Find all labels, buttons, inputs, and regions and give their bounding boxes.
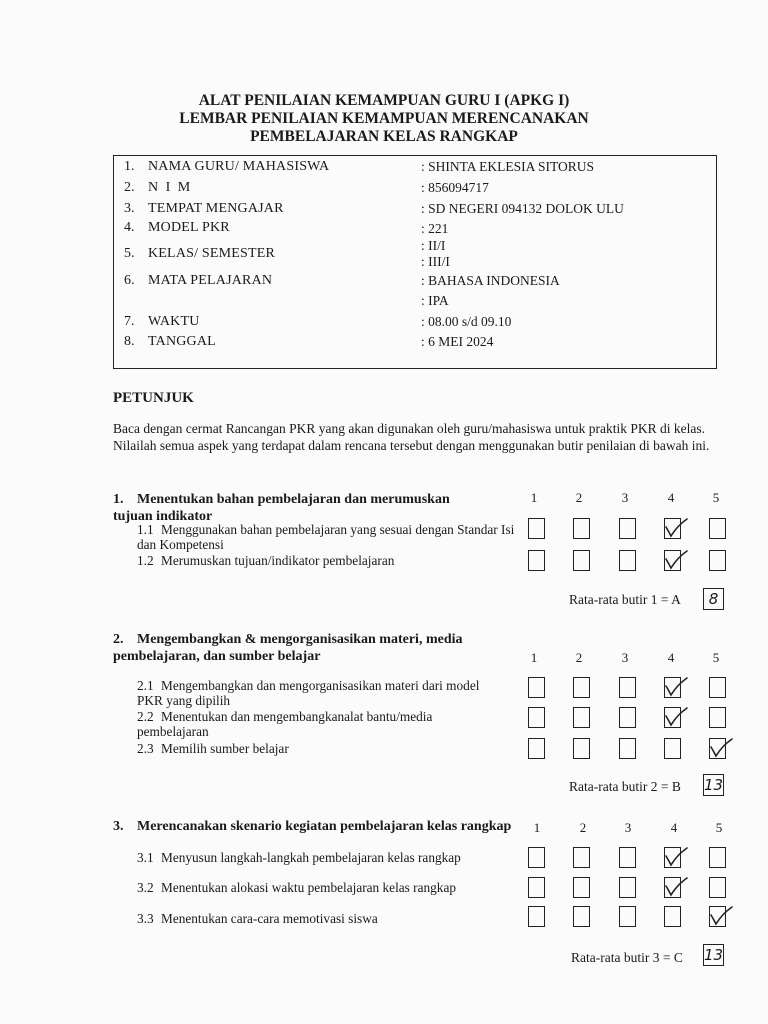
scale-label: 2 <box>575 650 583 665</box>
rating-checkbox[interactable] <box>528 518 545 539</box>
form-title-line-1: ALAT PENILAIAN KEMAMPUAN GURU I (APKG I) <box>198 92 570 109</box>
rating-checkbox[interactable] <box>619 847 636 868</box>
section-2-title: 2. Mengembangkan & mengorganisasikan materi, media pembelajaran, dan sumber belajar <box>113 632 463 664</box>
rating-checkbox[interactable] <box>709 877 726 898</box>
rating-checkbox[interactable] <box>709 738 726 759</box>
rating-checkbox[interactable] <box>664 550 681 571</box>
average-score-box <box>703 944 724 966</box>
rating-checkbox[interactable] <box>709 518 726 539</box>
checkmark-icon <box>708 735 732 761</box>
rating-checkbox[interactable] <box>528 877 545 898</box>
identity-value: : 6 MEI 2024 <box>421 334 494 349</box>
average-score: 13 <box>704 776 724 794</box>
scale-label: 5 <box>715 820 723 835</box>
petunjuk-text: Baca dengan cermat Rancangan PKR yang akan digunakan oleh guru/mahasiswa untuk praktik PKR di kelas. Nilailah semua aspek yang terdapat dalam rencana tersebut dengan menggunakan butir penilaian di bawah ini. <box>113 421 710 453</box>
criteria-item: 2.2 Menentukan dan mengembangkanalat bantu/media pembelajaran <box>137 709 433 739</box>
average-score: 8 <box>708 590 719 608</box>
rating-checkbox[interactable] <box>664 906 681 927</box>
rating-checkbox[interactable] <box>573 518 590 539</box>
rating-checkbox[interactable] <box>619 677 636 698</box>
rating-checkbox[interactable] <box>664 677 681 698</box>
scale-label: 5 <box>712 650 720 665</box>
average-label: Rata-rata butir 1 = A <box>569 592 681 607</box>
rating-checkbox[interactable] <box>573 906 590 927</box>
checkmark-icon <box>663 515 687 541</box>
rating-checkbox[interactable] <box>709 707 726 728</box>
identity-value: : 856094717 <box>421 180 489 195</box>
identity-value: : III/I <box>421 254 450 269</box>
rating-checkbox[interactable] <box>664 877 681 898</box>
rating-checkbox[interactable] <box>528 550 545 571</box>
criteria-item: 3.1 Menyusun langkah-langkah pembelajaran kelas rangkap <box>137 850 461 865</box>
average-score: 13 <box>704 946 724 964</box>
rating-checkbox[interactable] <box>664 518 681 539</box>
rating-checkbox[interactable] <box>573 847 590 868</box>
scale-label: 4 <box>670 820 678 835</box>
identity-value: : II/I <box>421 238 446 253</box>
criteria-item: 2.1 Mengembangkan dan mengorganisasikan materi dari model PKR yang dipilih <box>137 678 480 708</box>
scale-label: 3 <box>624 820 632 835</box>
scale-label: 4 <box>667 490 675 505</box>
checkmark-icon <box>663 844 687 870</box>
identity-value: : BAHASA INDONESIA <box>421 273 560 288</box>
section-1-title: 1. Menentukan bahan pembelajaran dan merumuskan tujuan indikator <box>113 492 450 524</box>
scale-label: 4 <box>667 650 675 665</box>
rating-checkbox[interactable] <box>528 677 545 698</box>
rating-checkbox[interactable] <box>664 847 681 868</box>
form-title-line-3: PEMBELAJARAN KELAS RANGKAP <box>250 128 518 145</box>
identity-value: : SD NEGERI 094132 DOLOK ULU <box>421 201 624 216</box>
rating-checkbox[interactable] <box>709 847 726 868</box>
rating-checkbox[interactable] <box>619 738 636 759</box>
rating-checkbox[interactable] <box>573 677 590 698</box>
scale-label: 1 <box>530 650 538 665</box>
scale-label: 3 <box>621 650 629 665</box>
scale-label: 1 <box>533 820 541 835</box>
checkmark-icon <box>663 547 687 573</box>
rating-checkbox[interactable] <box>573 738 590 759</box>
form-title-line-2: LEMBAR PENILAIAN KEMAMPUAN MERENCANAKAN <box>179 110 589 127</box>
checkmark-icon <box>663 704 687 730</box>
scale-label: 5 <box>712 490 720 505</box>
rating-checkbox[interactable] <box>619 518 636 539</box>
identity-value: : SHINTA EKLESIA SITORUS <box>421 159 595 174</box>
rating-checkbox[interactable] <box>709 550 726 571</box>
checkmark-icon <box>708 903 732 929</box>
petunjuk-heading: PETUNJUK <box>113 390 194 406</box>
rating-checkbox[interactable] <box>709 677 726 698</box>
rating-checkbox[interactable] <box>619 550 636 571</box>
identity-value: : IPA <box>421 293 449 308</box>
rating-checkbox[interactable] <box>573 550 590 571</box>
scale-label: 3 <box>621 490 629 505</box>
rating-checkbox[interactable] <box>664 738 681 759</box>
rating-checkbox[interactable] <box>573 877 590 898</box>
rating-checkbox[interactable] <box>573 707 590 728</box>
rating-checkbox[interactable] <box>619 877 636 898</box>
rating-checkbox[interactable] <box>528 738 545 759</box>
average-label: Rata-rata butir 3 = C <box>571 950 683 965</box>
rating-checkbox[interactable] <box>709 906 726 927</box>
criteria-item: 1.1 Menggunakan bahan pembelajaran yang sesuai dengan Standar Isi dan Kompetensi <box>137 522 515 552</box>
average-score-box <box>703 774 724 796</box>
average-label: Rata-rata butir 2 = B <box>569 779 681 794</box>
section-3-title: 3. Merencanakan skenario kegiatan pembelajaran kelas rangkap <box>113 819 512 834</box>
criteria-item: 3.2 Menentukan alokasi waktu pembelajaran kelas rangkap <box>137 880 457 895</box>
rating-checkbox[interactable] <box>664 707 681 728</box>
rating-checkbox[interactable] <box>528 707 545 728</box>
rating-checkbox[interactable] <box>619 707 636 728</box>
average-score-box <box>703 588 724 610</box>
scale-label: 1 <box>530 490 538 505</box>
scale-label: 2 <box>579 820 587 835</box>
identity-value: : 221 <box>421 221 449 236</box>
criteria-item: 2.3 Memilih sumber belajar <box>137 741 289 756</box>
rating-checkbox[interactable] <box>528 847 545 868</box>
identity-value: : 08.00 s/d 09.10 <box>421 314 512 329</box>
rating-checkbox[interactable] <box>619 906 636 927</box>
checkmark-icon <box>663 674 687 700</box>
scale-label: 2 <box>575 490 583 505</box>
criteria-item: 3.3 Menentukan cara-cara memotivasi siswa <box>137 911 378 926</box>
rating-checkbox[interactable] <box>528 906 545 927</box>
checkmark-icon <box>663 874 687 900</box>
criteria-item: 1.2 Merumuskan tujuan/indikator pembelajaran <box>137 553 395 568</box>
